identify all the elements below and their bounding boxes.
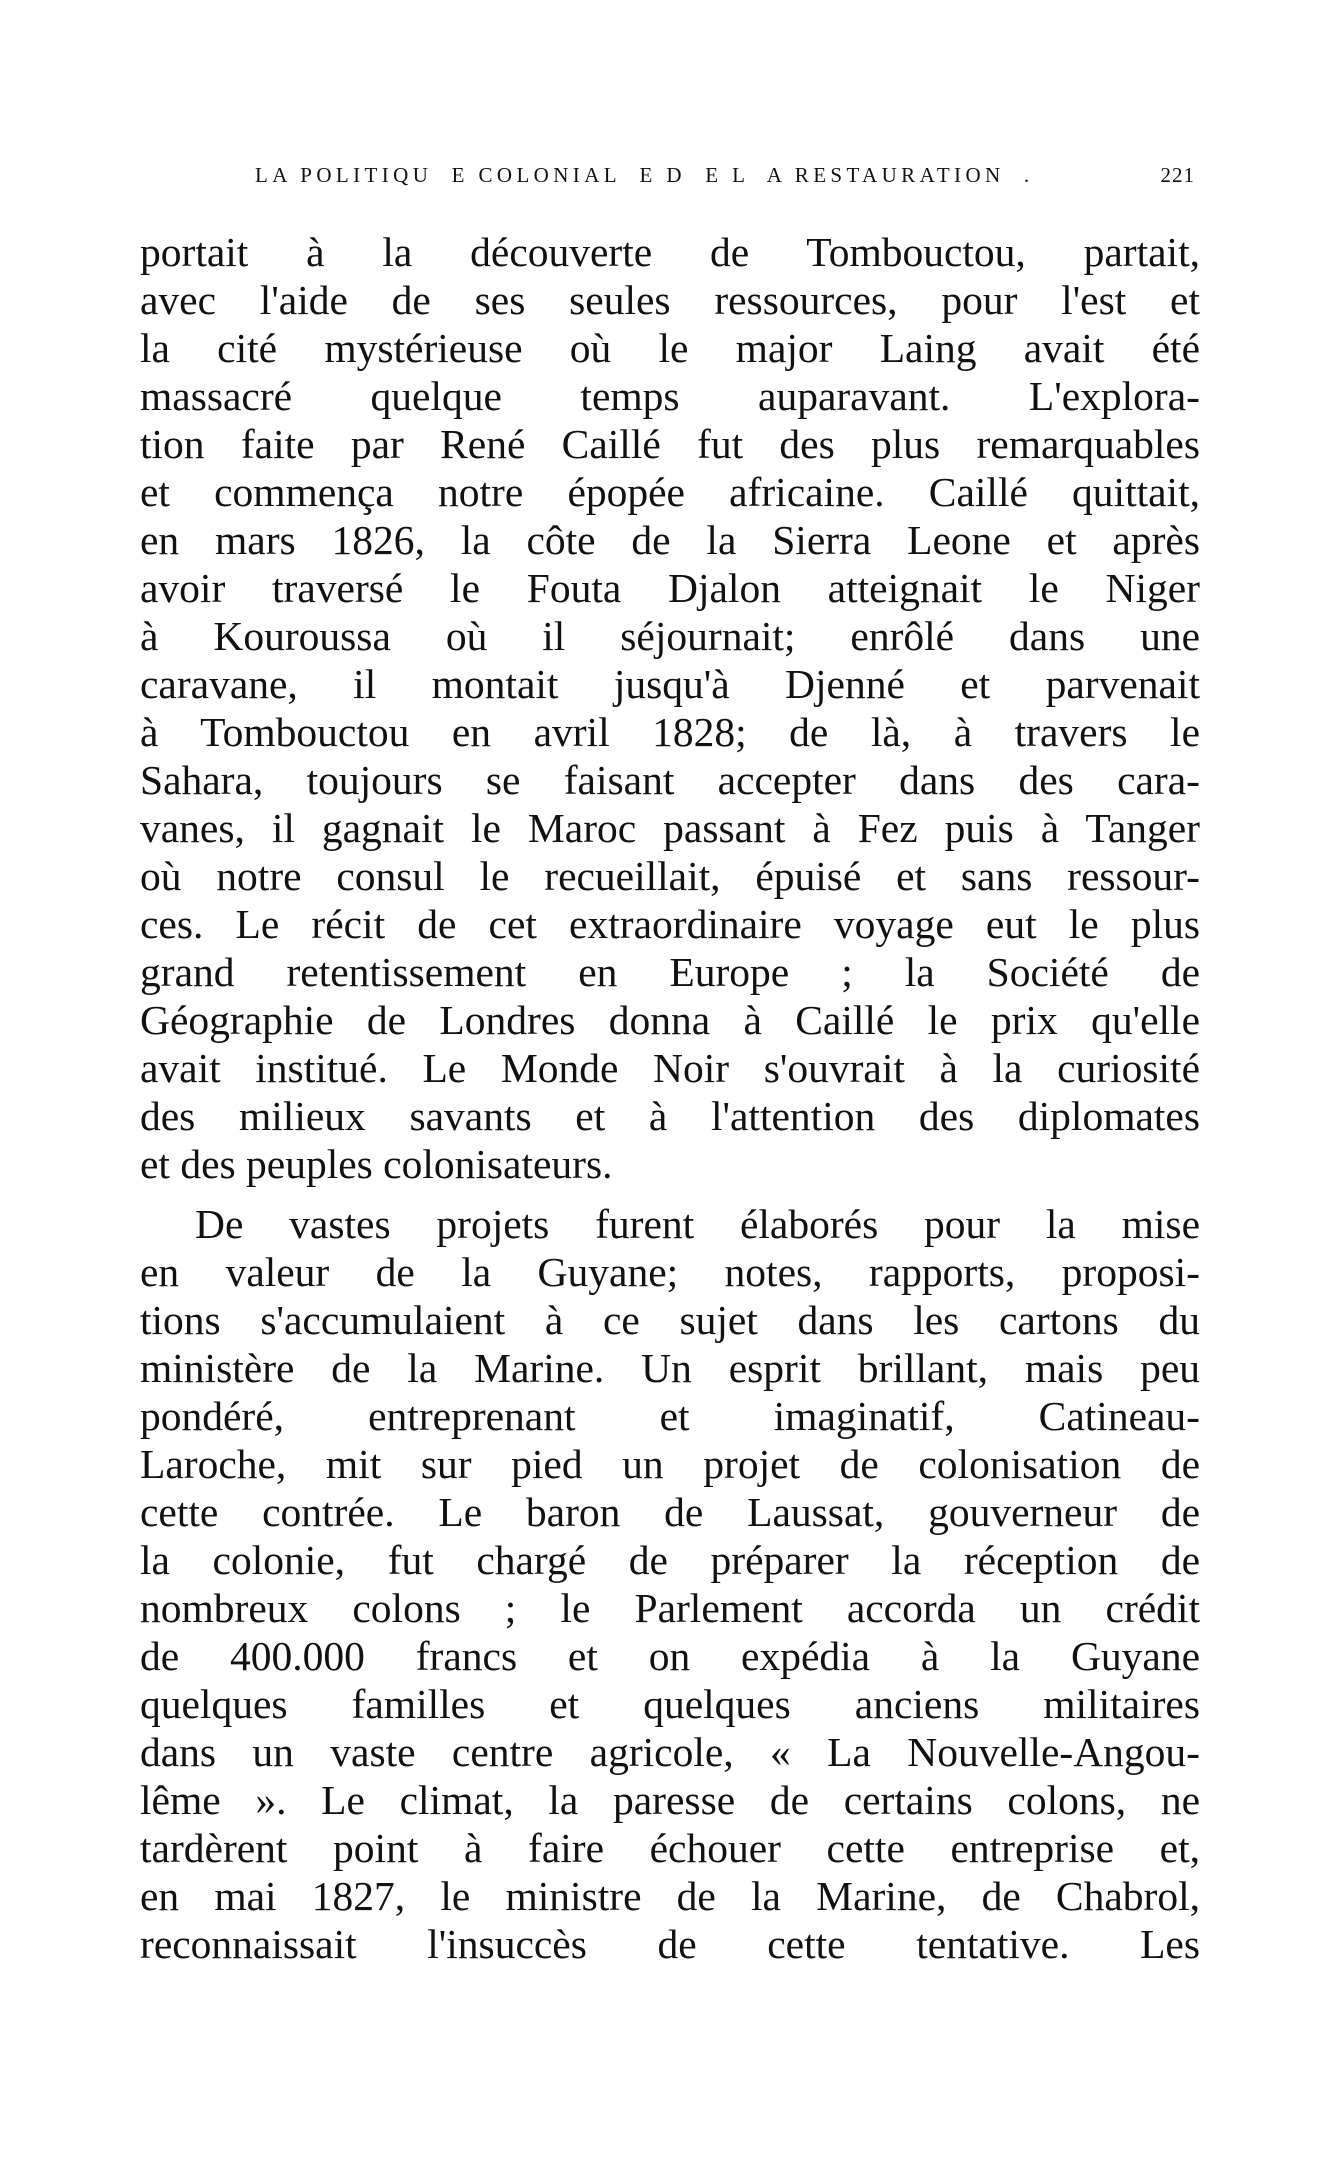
text-line: grand retentissement en Europe ; la Société de [140,949,1200,995]
text-line: portait à la découverte de Tombouctou, partait, [140,229,1200,275]
text-line: De vastes projets furent élaborés pour la mise [195,1201,1200,1247]
page-number: 221 [1160,163,1195,187]
text-line: en mai 1827, le ministre de la Marine, de Chabrol, [140,1873,1200,1919]
running-head [255,160,1195,190]
text-line: où notre consul le recueillait, épuisé et sans ressour- [140,853,1200,899]
text-line: nombreux colons ; le Parlement accorda un crédit [140,1585,1200,1631]
text-line: Géographie de Londres donna à Caillé le prix qu'elle [140,997,1200,1043]
text-line: des milieux savants et à l'attention des diplomates [140,1093,1200,1139]
text-line: en mars 1826, la côte de la Sierra Leone et après [140,517,1200,563]
text-line: ces. Le récit de cet extraordinaire voyage eut le plus [140,901,1200,947]
text-line: lême ». Le climat, la paresse de certains colons, ne [140,1777,1200,1823]
text-line: et commença notre épopée africaine. Caillé quittait, [140,469,1200,515]
text-line: pondéré, entreprenant et imaginatif, Catineau- [140,1393,1200,1439]
text-line: cette contrée. Le baron de Laussat, gouverneur de [140,1489,1200,1535]
body-text [140,228,1200,1968]
text-line: à Tombouctou en avril 1828; de là, à travers le [140,709,1200,755]
text-line: la colonie, fut chargé de préparer la réception de [140,1537,1200,1583]
text-line: tions s'accumulaient à ce sujet dans les cartons du [140,1297,1200,1343]
running-title: LA POLITIQU E COLONIAL E D E L A RESTAURATION . [255,163,1034,187]
text-line: dans un vaste centre agricole, « La Nouvelle-Angou- [140,1729,1200,1775]
text-line: la cité mystérieuse où le major Laing avait été [140,325,1200,371]
text-line: quelques familles et quelques anciens militaires [140,1681,1200,1727]
text-line: de 400.000 francs et on expédia à la Guyane [140,1633,1200,1679]
text-line: à Kouroussa où il séjournait; enrôlé dans une [140,613,1200,659]
text-line: reconnaissait l'insuccès de cette tentative. Les [140,1921,1200,1967]
text-line: avec l'aide de ses seules ressources, pour l'est et [140,277,1200,323]
text-line: caravane, il montait jusqu'à Djenné et parvenait [140,661,1200,707]
text-line: avait institué. Le Monde Noir s'ouvrait à la curiosité [140,1045,1200,1091]
text-line: avoir traversé le Fouta Djalon atteignait le Niger [140,565,1200,611]
paragraph-2 [140,1200,1200,1968]
text-line: en valeur de la Guyane; notes, rapports, proposi- [140,1249,1200,1295]
paragraph-gap [140,1188,1200,1200]
text-line: tion faite par René Caillé fut des plus remarquables [140,421,1200,467]
text-line: tardèrent point à faire échouer cette entreprise et, [140,1825,1200,1871]
text-line: Laroche, mit sur pied un projet de colonisation de [140,1441,1200,1487]
text-line: et des peuples colonisateurs. [140,1141,613,1187]
text-line: ministère de la Marine. Un esprit brillant, mais peu [140,1345,1200,1391]
paragraph-1 [140,228,1200,1188]
text-line: Sahara, toujours se faisant accepter dans des cara- [140,757,1200,803]
text-line: massacré quelque temps auparavant. L'explora- [140,373,1200,419]
text-line: vanes, il gagnait le Maroc passant à Fez puis à Tanger [140,805,1200,851]
